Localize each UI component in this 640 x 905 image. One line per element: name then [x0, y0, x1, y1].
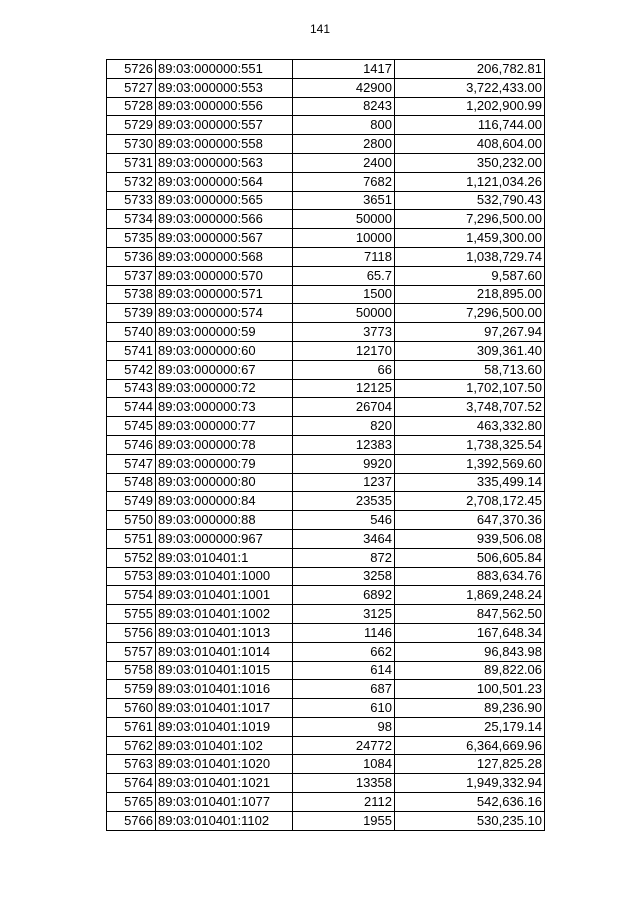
cadastral-value-cell: 530,235.10: [395, 811, 545, 830]
cadastral-number-cell: 89:03:000000:567: [156, 229, 293, 248]
area-cell: 1146: [293, 623, 395, 642]
cadastral-value-cell: 408,604.00: [395, 135, 545, 154]
cadastral-number-cell: 89:03:000000:551: [156, 60, 293, 79]
row-number-cell: 5755: [107, 605, 156, 624]
cadastral-number-cell: 89:03:010401:1: [156, 548, 293, 567]
cadastral-value-cell: 2,708,172.45: [395, 492, 545, 511]
row-number-cell: 5762: [107, 736, 156, 755]
cadastral-value-cell: 847,562.50: [395, 605, 545, 624]
row-number-cell: 5731: [107, 153, 156, 172]
cadastral-value-table: [106, 59, 545, 831]
table-row: [107, 755, 545, 774]
row-number-cell: 5730: [107, 135, 156, 154]
cadastral-number-cell: 89:03:000000:67: [156, 360, 293, 379]
cadastral-number-cell: 89:03:000000:73: [156, 398, 293, 417]
cadastral-value-cell: 939,506.08: [395, 529, 545, 548]
cadastral-number-cell: 89:03:010401:1001: [156, 586, 293, 605]
cadastral-value-cell: 3,748,707.52: [395, 398, 545, 417]
area-cell: 800: [293, 116, 395, 135]
cadastral-number-cell: 89:03:000000:557: [156, 116, 293, 135]
area-cell: 66: [293, 360, 395, 379]
area-cell: 23535: [293, 492, 395, 511]
row-number-cell: 5748: [107, 473, 156, 492]
table-row: [107, 285, 545, 304]
cadastral-value-cell: 883,634.76: [395, 567, 545, 586]
cadastral-number-cell: 89:03:010401:1019: [156, 717, 293, 736]
table-row: [107, 135, 545, 154]
row-number-cell: 5758: [107, 661, 156, 680]
cadastral-number-cell: 89:03:010401:1020: [156, 755, 293, 774]
row-number-cell: 5756: [107, 623, 156, 642]
cadastral-number-cell: 89:03:000000:566: [156, 210, 293, 229]
cadastral-number-cell: 89:03:000000:568: [156, 247, 293, 266]
cadastral-value-cell: 116,744.00: [395, 116, 545, 135]
table-row: [107, 398, 545, 417]
row-number-cell: 5735: [107, 229, 156, 248]
row-number-cell: 5763: [107, 755, 156, 774]
table-row: [107, 304, 545, 323]
area-cell: 1500: [293, 285, 395, 304]
cadastral-number-cell: 89:03:010401:1016: [156, 680, 293, 699]
cadastral-value-cell: 350,232.00: [395, 153, 545, 172]
area-cell: 98: [293, 717, 395, 736]
table-row: [107, 341, 545, 360]
table-row: [107, 680, 545, 699]
table-row: [107, 210, 545, 229]
cadastral-number-cell: 89:03:000000:72: [156, 379, 293, 398]
row-number-cell: 5757: [107, 642, 156, 661]
cadastral-value-cell: 9,587.60: [395, 266, 545, 285]
table-row: [107, 511, 545, 530]
table-row: [107, 586, 545, 605]
table-row: [107, 661, 545, 680]
table-row: [107, 247, 545, 266]
row-number-cell: 5732: [107, 172, 156, 191]
cadastral-number-cell: 89:03:000000:967: [156, 529, 293, 548]
table-row: [107, 605, 545, 624]
cadastral-value-cell: 463,332.80: [395, 417, 545, 436]
area-cell: 24772: [293, 736, 395, 755]
table-row: [107, 492, 545, 511]
row-number-cell: 5740: [107, 323, 156, 342]
table-row: [107, 473, 545, 492]
cadastral-value-cell: 1,869,248.24: [395, 586, 545, 605]
cadastral-number-cell: 89:03:000000:77: [156, 417, 293, 436]
cadastral-value-cell: 335,499.14: [395, 473, 545, 492]
row-number-cell: 5749: [107, 492, 156, 511]
cadastral-number-cell: 89:03:000000:78: [156, 435, 293, 454]
area-cell: 662: [293, 642, 395, 661]
area-cell: 50000: [293, 304, 395, 323]
cadastral-number-cell: 89:03:010401:1000: [156, 567, 293, 586]
area-cell: 2400: [293, 153, 395, 172]
row-number-cell: 5736: [107, 247, 156, 266]
cadastral-number-cell: 89:03:010401:1102: [156, 811, 293, 830]
cadastral-value-cell: 1,738,325.54: [395, 435, 545, 454]
cadastral-value-cell: 6,364,669.96: [395, 736, 545, 755]
cadastral-number-cell: 89:03:010401:1015: [156, 661, 293, 680]
cadastral-number-cell: 89:03:000000:553: [156, 78, 293, 97]
cadastral-number-cell: 89:03:010401:1021: [156, 774, 293, 793]
row-number-cell: 5760: [107, 699, 156, 718]
area-cell: 1237: [293, 473, 395, 492]
row-number-cell: 5727: [107, 78, 156, 97]
row-number-cell: 5733: [107, 191, 156, 210]
cadastral-number-cell: 89:03:000000:59: [156, 323, 293, 342]
cadastral-value-cell: 7,296,500.00: [395, 304, 545, 323]
table-row: [107, 736, 545, 755]
area-cell: 3651: [293, 191, 395, 210]
cadastral-number-cell: 89:03:000000:88: [156, 511, 293, 530]
area-cell: 2112: [293, 793, 395, 812]
row-number-cell: 5765: [107, 793, 156, 812]
cadastral-value-cell: 89,236.90: [395, 699, 545, 718]
row-number-cell: 5737: [107, 266, 156, 285]
cadastral-number-cell: 89:03:000000:570: [156, 266, 293, 285]
area-cell: 65.7: [293, 266, 395, 285]
area-cell: 820: [293, 417, 395, 436]
table-row: [107, 379, 545, 398]
row-number-cell: 5728: [107, 97, 156, 116]
cadastral-value-cell: 96,843.98: [395, 642, 545, 661]
table-row: [107, 529, 545, 548]
cadastral-number-cell: 89:03:010401:1002: [156, 605, 293, 624]
row-number-cell: 5738: [107, 285, 156, 304]
area-cell: 610: [293, 699, 395, 718]
cadastral-value-cell: 58,713.60: [395, 360, 545, 379]
cadastral-number-cell: 89:03:000000:571: [156, 285, 293, 304]
row-number-cell: 5752: [107, 548, 156, 567]
table-row: [107, 172, 545, 191]
row-number-cell: 5750: [107, 511, 156, 530]
cadastral-value-cell: 309,361.40: [395, 341, 545, 360]
row-number-cell: 5741: [107, 341, 156, 360]
row-number-cell: 5744: [107, 398, 156, 417]
cadastral-number-cell: 89:03:000000:558: [156, 135, 293, 154]
area-cell: 3773: [293, 323, 395, 342]
area-cell: 9920: [293, 454, 395, 473]
page-number: 141: [309, 22, 331, 36]
table-row: [107, 567, 545, 586]
area-cell: 614: [293, 661, 395, 680]
cadastral-value-cell: 506,605.84: [395, 548, 545, 567]
cadastral-number-cell: 89:03:000000:79: [156, 454, 293, 473]
cadastral-value-cell: 3,722,433.00: [395, 78, 545, 97]
cadastral-number-cell: 89:03:010401:1013: [156, 623, 293, 642]
area-cell: 50000: [293, 210, 395, 229]
table-body: [107, 60, 545, 831]
area-cell: 26704: [293, 398, 395, 417]
cadastral-number-cell: 89:03:000000:574: [156, 304, 293, 323]
table-row: [107, 153, 545, 172]
cadastral-value-cell: 127,825.28: [395, 755, 545, 774]
table-row: [107, 717, 545, 736]
area-cell: 3464: [293, 529, 395, 548]
cadastral-value-cell: 1,038,729.74: [395, 247, 545, 266]
cadastral-number-cell: 89:03:000000:84: [156, 492, 293, 511]
cadastral-value-cell: 1,702,107.50: [395, 379, 545, 398]
cadastral-value-cell: 532,790.43: [395, 191, 545, 210]
cadastral-value-cell: 25,179.14: [395, 717, 545, 736]
cadastral-value-cell: 97,267.94: [395, 323, 545, 342]
area-cell: 3125: [293, 605, 395, 624]
area-cell: 12383: [293, 435, 395, 454]
cadastral-value-cell: 167,648.34: [395, 623, 545, 642]
cadastral-number-cell: 89:03:000000:564: [156, 172, 293, 191]
row-number-cell: 5754: [107, 586, 156, 605]
area-cell: 872: [293, 548, 395, 567]
area-cell: 10000: [293, 229, 395, 248]
cadastral-number-cell: 89:03:010401:1014: [156, 642, 293, 661]
cadastral-number-cell: 89:03:000000:563: [156, 153, 293, 172]
table-row: [107, 642, 545, 661]
area-cell: 13358: [293, 774, 395, 793]
area-cell: 687: [293, 680, 395, 699]
row-number-cell: 5764: [107, 774, 156, 793]
table-row: [107, 229, 545, 248]
row-number-cell: 5759: [107, 680, 156, 699]
table-row: [107, 116, 545, 135]
row-number-cell: 5726: [107, 60, 156, 79]
cadastral-value-cell: 7,296,500.00: [395, 210, 545, 229]
table-row: [107, 323, 545, 342]
cadastral-value-cell: 1,392,569.60: [395, 454, 545, 473]
row-number-cell: 5734: [107, 210, 156, 229]
area-cell: 42900: [293, 78, 395, 97]
row-number-cell: 5751: [107, 529, 156, 548]
cadastral-value-cell: 206,782.81: [395, 60, 545, 79]
cadastral-value-cell: 1,202,900.99: [395, 97, 545, 116]
table-row: [107, 699, 545, 718]
cadastral-value-cell: 542,636.16: [395, 793, 545, 812]
table-row: [107, 623, 545, 642]
cadastral-value-cell: 1,949,332.94: [395, 774, 545, 793]
cadastral-number-cell: 89:03:010401:1077: [156, 793, 293, 812]
area-cell: 12170: [293, 341, 395, 360]
area-cell: 1955: [293, 811, 395, 830]
row-number-cell: 5761: [107, 717, 156, 736]
cadastral-value-cell: 1,459,300.00: [395, 229, 545, 248]
area-cell: 1417: [293, 60, 395, 79]
row-number-cell: 5747: [107, 454, 156, 473]
area-cell: 546: [293, 511, 395, 530]
cadastral-value-cell: 89,822.06: [395, 661, 545, 680]
table-row: [107, 454, 545, 473]
row-number-cell: 5729: [107, 116, 156, 135]
cadastral-number-cell: 89:03:010401:102: [156, 736, 293, 755]
table-row: [107, 417, 545, 436]
cadastral-number-cell: 89:03:000000:60: [156, 341, 293, 360]
row-number-cell: 5746: [107, 435, 156, 454]
table-row: [107, 78, 545, 97]
cadastral-value-cell: 100,501.23: [395, 680, 545, 699]
table-row: [107, 360, 545, 379]
row-number-cell: 5766: [107, 811, 156, 830]
cadastral-number-cell: 89:03:010401:1017: [156, 699, 293, 718]
area-cell: 8243: [293, 97, 395, 116]
row-number-cell: 5742: [107, 360, 156, 379]
table-row: [107, 811, 545, 830]
table-row: [107, 774, 545, 793]
table-row: [107, 548, 545, 567]
area-cell: 7118: [293, 247, 395, 266]
row-number-cell: 5753: [107, 567, 156, 586]
cadastral-number-cell: 89:03:000000:565: [156, 191, 293, 210]
row-number-cell: 5743: [107, 379, 156, 398]
table-row: [107, 435, 545, 454]
row-number-cell: 5745: [107, 417, 156, 436]
cadastral-value-cell: 647,370.36: [395, 511, 545, 530]
cadastral-number-cell: 89:03:000000:556: [156, 97, 293, 116]
area-cell: 3258: [293, 567, 395, 586]
cadastral-number-cell: 89:03:000000:80: [156, 473, 293, 492]
cadastral-value-cell: 218,895.00: [395, 285, 545, 304]
table-row: [107, 266, 545, 285]
table-row: [107, 97, 545, 116]
area-cell: 7682: [293, 172, 395, 191]
area-cell: 6892: [293, 586, 395, 605]
row-number-cell: 5739: [107, 304, 156, 323]
table-row: [107, 793, 545, 812]
area-cell: 12125: [293, 379, 395, 398]
table-row: [107, 60, 545, 79]
area-cell: 2800: [293, 135, 395, 154]
table-row: [107, 191, 545, 210]
cadastral-value-cell: 1,121,034.26: [395, 172, 545, 191]
area-cell: 1084: [293, 755, 395, 774]
